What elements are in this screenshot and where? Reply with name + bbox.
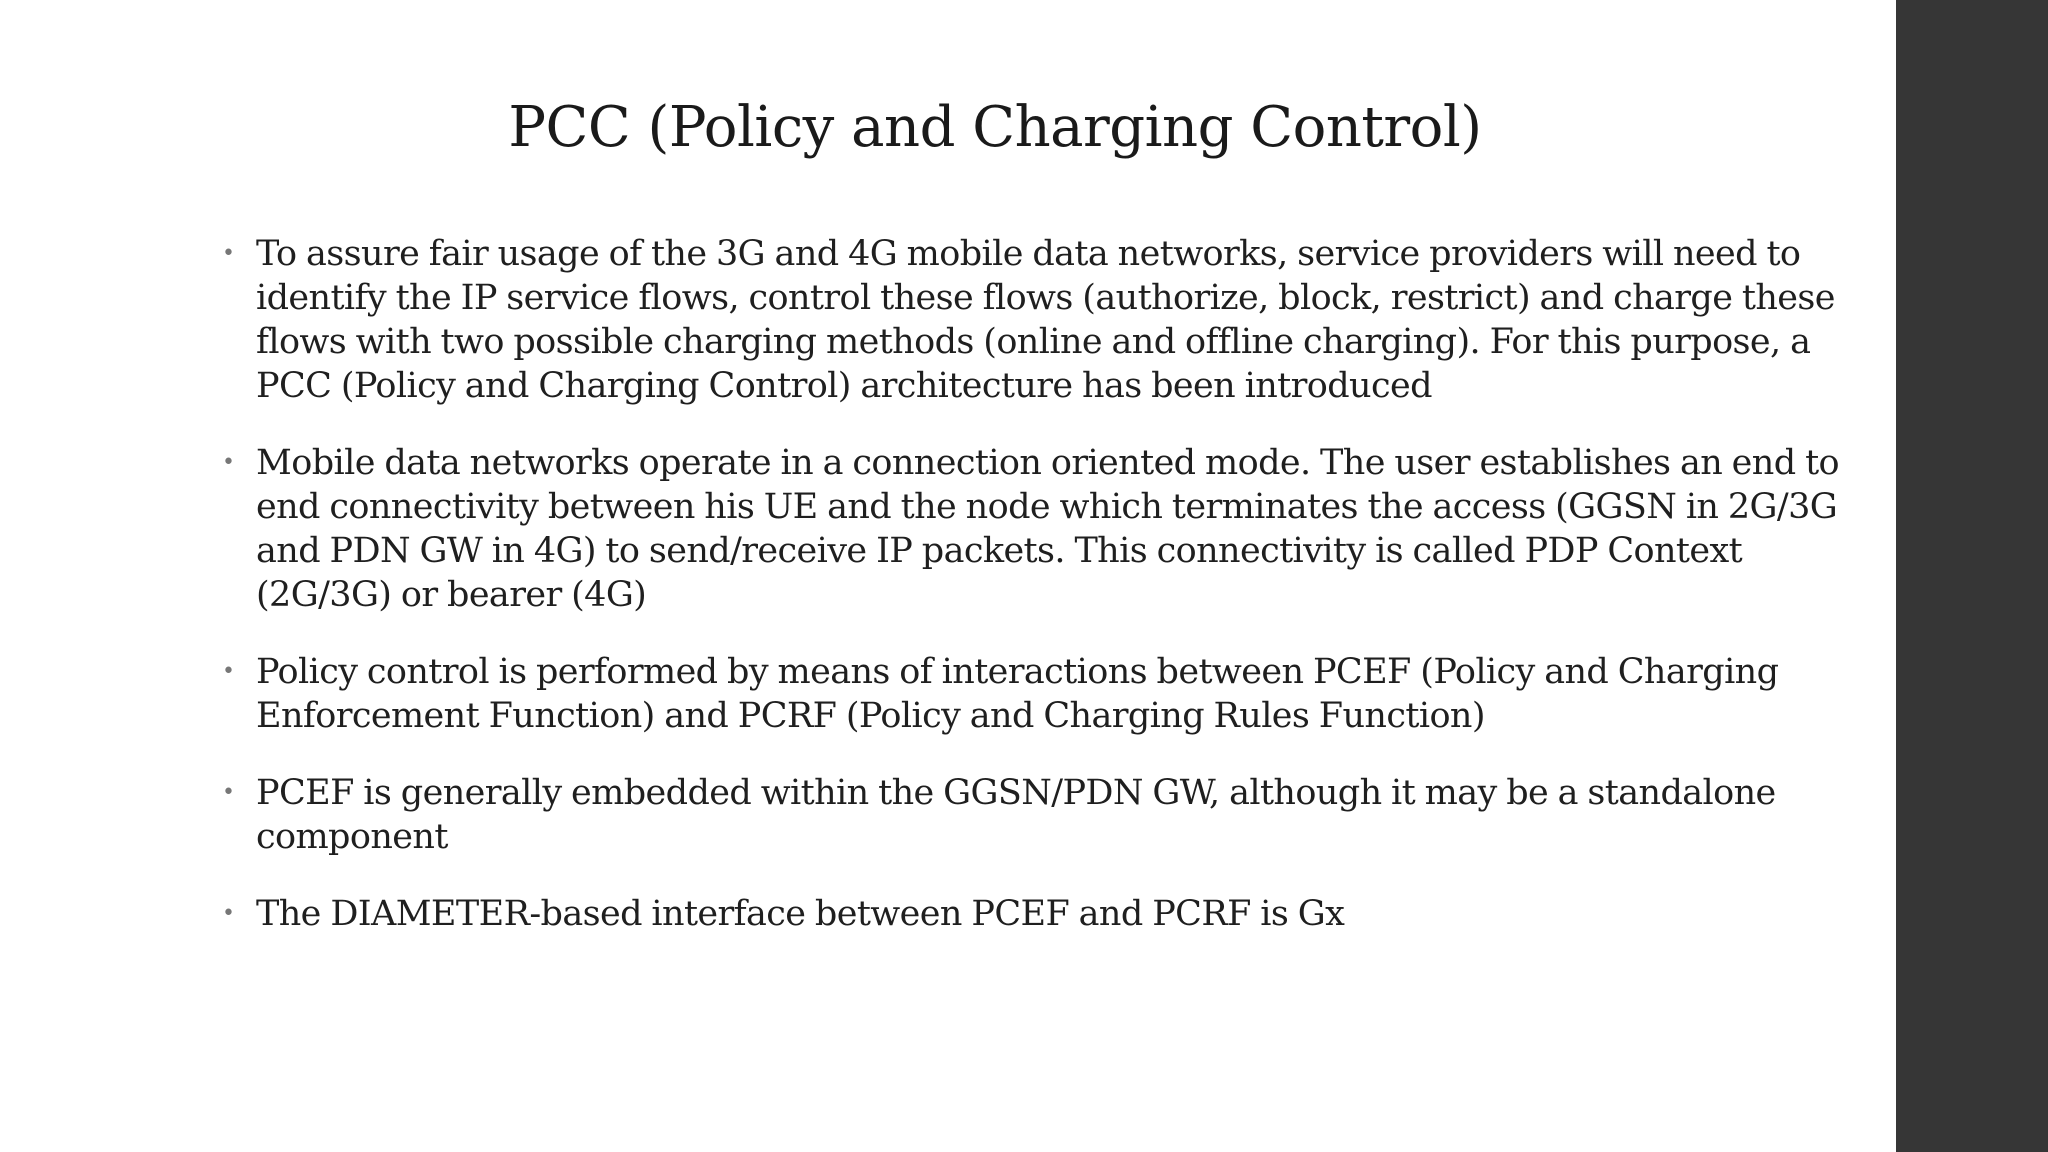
bullet-item-5 xyxy=(218,892,1878,936)
bullet-text: Mobile data networks operate in a connection oriented mode. The user establishes an end to end connectivity between his UE and the node which terminates the access (GGSN in 2G/3G and PDN GW in 4G) to send/receive IP packets. This connectivity is called PDP Context (2G/3G) or bearer (4G) xyxy=(256,443,1839,615)
bullet-marker: • xyxy=(222,659,235,684)
bullet-list xyxy=(218,232,1878,969)
bullet-text: The DIAMETER-based interface between PCEF and PCRF is Gx xyxy=(256,894,1345,934)
bullet-item-2 xyxy=(218,441,1878,617)
bullet-item-3 xyxy=(218,650,1878,738)
bullet-marker: • xyxy=(222,780,235,805)
bullet-marker: • xyxy=(222,450,235,475)
bullet-text: Policy control is performed by means of interactions between PCEF (Policy and Charging Enforcement Function) and PCRF (Policy and Charging Rules Function) xyxy=(256,652,1779,736)
bullet-text: PCEF is generally embedded within the GGSN/PDN GW, although it may be a standalone component xyxy=(256,773,1776,857)
bullet-text: To assure fair usage of the 3G and 4G mobile data networks, service providers will need to identify the IP service flows, control these flows (authorize, block, restrict) and charge these flows with two possible charging methods (online and offline charging). For this purpose, a PCC (Policy and Charging Control) architecture has been introduced xyxy=(256,234,1835,406)
bullet-item-1 xyxy=(218,232,1878,408)
bullet-item-4 xyxy=(218,771,1878,859)
bullet-marker: • xyxy=(222,241,235,266)
side-bar-decoration xyxy=(1896,0,2048,1152)
slide-title: PCC (Policy and Charging Control) xyxy=(508,95,1482,160)
bullet-marker: • xyxy=(222,901,235,926)
